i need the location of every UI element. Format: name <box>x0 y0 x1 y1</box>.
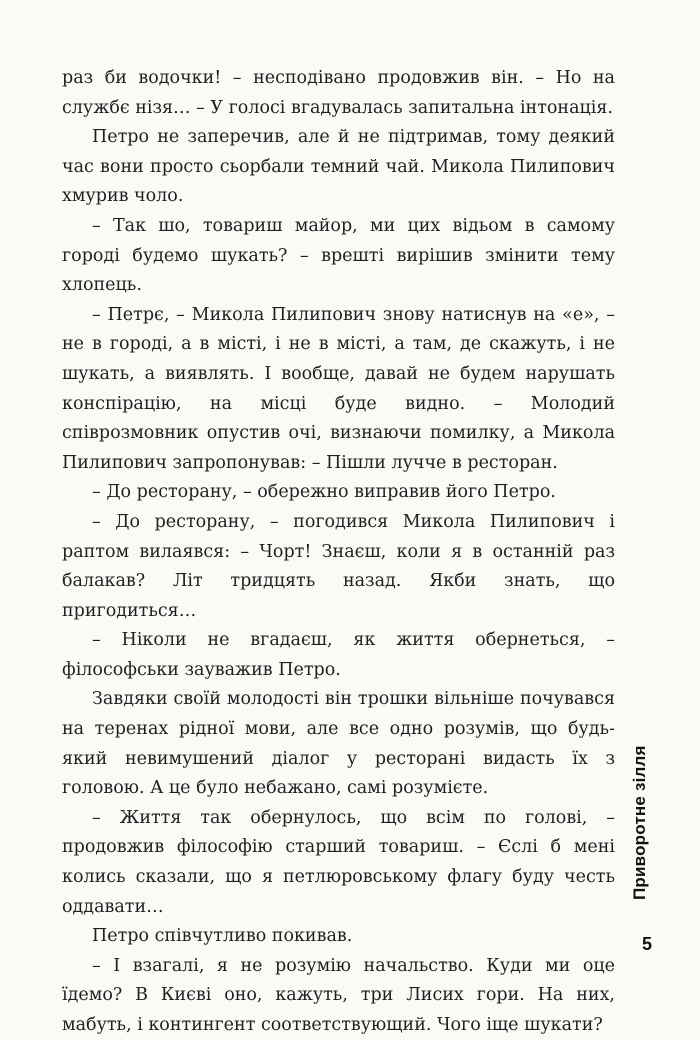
paragraph: Петро співчутливо покивав. <box>92 926 353 947</box>
paragraph: Петро не заперечив, але й не підтримав, тому деякий час вони просто сьорбали темний чай. Микола Пилипович хмурив чоло. <box>62 127 615 207</box>
paragraph-dialogue: – Ніколи не вгадаєш, як життя обернеться, – філософськи зауважив Петро. <box>62 630 615 680</box>
paragraph: Завдяки своїй молодості він трошки вільніше почувався на теренах рідної мови, але все одно розумів, що будь-який невимушений діалог у ресторані видасть їх з головою. А це було небажано, самі розумієте. <box>62 689 615 799</box>
paragraph-dialogue: – До ресторану, – обережно виправив його Петро. <box>92 482 556 503</box>
running-title-vertical: Приворотне зілля <box>630 745 649 900</box>
paragraph-continued: раз би водочки! – несподівано продовжив він. – Но на службє нізя… – У голосі вгадувалась запитальна інтонація. <box>62 68 615 118</box>
paragraph-dialogue: – Петрє, – Микола Пилипович знову натиснув на «е», – не в городі, а в місті, і не в місті, а там, де скажуть, і не шукать, а виявлять. І вообще, давай не будем нарушать конспірацію, на місці буде видно. – Молодий співрозмовник опустив очі, визнаючи помилку, а Микола Пилипович запропонував: – Пішли лучче в ресторан. <box>62 304 615 473</box>
body-text <box>62 64 615 1041</box>
paragraph-dialogue: – Життя так обернулось, що всім по голові, – продовжив філософію старший товариш. – Єслі б мені колись сказали, що я петлюровському флагу буду честь оддавати… <box>62 807 615 917</box>
paragraph-dialogue: – Так шо, товариш майор, ми цих відьом в самому городі будемо шукать? – врешті вирішив змінити тему хлопець. <box>62 215 615 296</box>
paragraph-dialogue: – І взагалі, я не розумію начальство. Куди ми оце їдемо? В Києві оно, кажуть, три Лисих гори. На них, мабуть, і контингент соответствующий. Чого іще шукати? <box>62 955 615 1035</box>
page-number: 5 <box>642 934 653 954</box>
paragraph-dialogue: – До ресторану, – погодився Микола Пилипович і раптом вилаявся: – Чорт! Знаєш, коли я в останній раз балакав? Літ тридцять назад. Якби знать, що пригодиться… <box>62 511 615 621</box>
